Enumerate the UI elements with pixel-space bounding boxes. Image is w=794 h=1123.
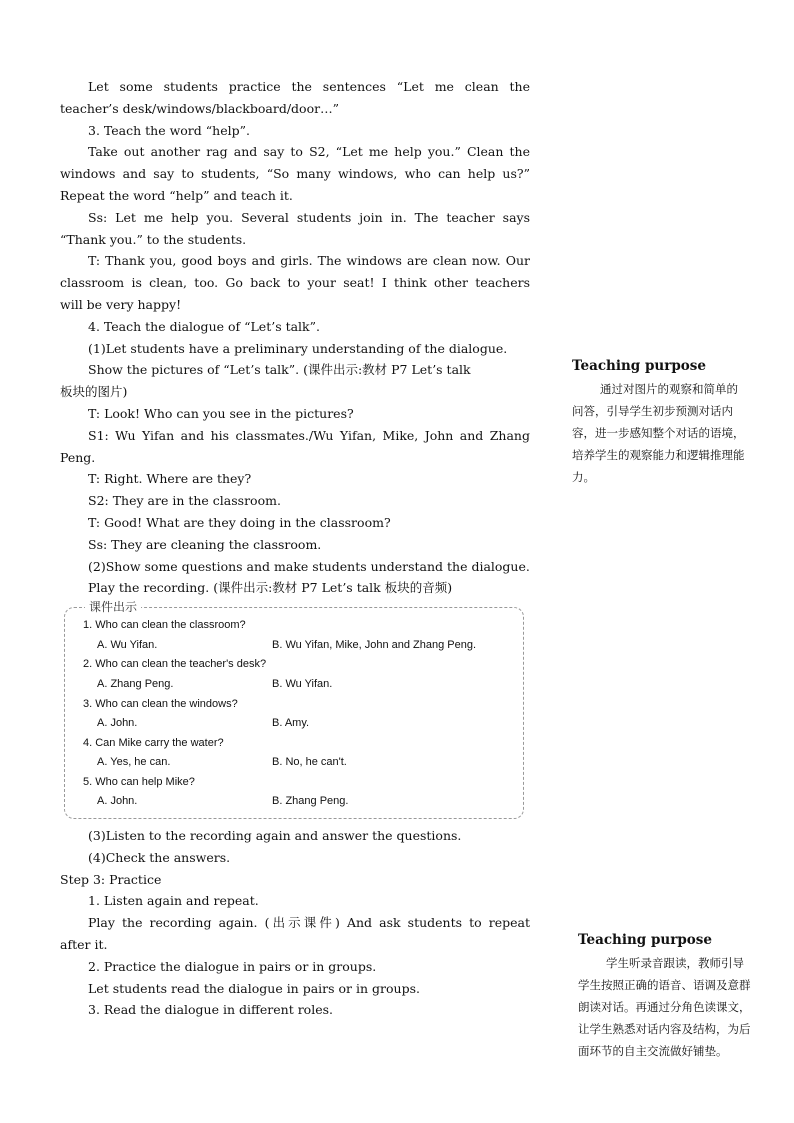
option-a: A. Zhang Peng. [97,677,174,690]
options [65,714,523,734]
note-title: Teaching purpose [578,932,712,948]
option-b: B. Zhang Peng. [272,795,349,808]
text-line: “Thank you.” to the students. [60,231,247,247]
question: 2. Who can clean the teacher's desk? [83,658,267,671]
text-line: 4. Teach the dialogue of “Let’s talk”. [88,318,320,334]
text-line: T: Right. Where are they? [88,471,252,487]
option-b: B. Wu Yifan, Mike, John and Zhang Peng. [272,638,477,651]
option-a: A. John. [97,717,138,730]
text-line: 3. Read the dialogue in different roles. [88,1002,333,1018]
options [65,636,523,656]
text-line: Take out another rag and say to S2, “Let me help you.” Clean the [88,144,530,160]
text-line: (3)Listen to the recording again and answer the questions. [88,828,462,844]
text-line: S2: They are in the classroom. [88,493,281,509]
text-line: Ss: They are cleaning the classroom. [88,536,322,552]
text-line: (1)Let students have a preliminary understanding of the dialogue. [88,340,508,356]
courseware-question-box [64,600,524,819]
text-line: Play the recording again. (出示课件) And ask students to repeat [88,915,530,931]
option-b: B. Amy. [272,717,310,730]
option-a: A. Wu Yifan. [97,638,158,651]
text-line: Let students read the dialogue in pairs or in groups. [88,980,420,996]
text-line: 2. Practice the dialogue in pairs or in groups. [88,958,377,974]
text-line: T: Thank you, good boys and girls. The windows are clean now. Our [88,253,530,269]
text-line: T: Look! Who can you see in the pictures? [88,405,354,421]
text-line: Ss: Let me help you. Several students join in. The teacher says [88,209,530,225]
question: 3. Who can clean the windows? [83,697,238,710]
option-b: B. No, he can't. [272,756,347,769]
note-body: 学生听录音跟读，教师引导学生按照正确的语音、语调及意群朗读对话。再通过分角色读课文，让学生熟悉对话内容及结构，为后面环节的自主交流做好铺垫。 [578,956,751,1058]
option-a: A. John. [97,795,138,808]
lesson-body [60,76,530,1021]
text-line: (2)Show some questions and make students understand the dialogue. [88,558,530,574]
options [65,792,523,812]
text-line: Let some students practice the sentences “Let me clean the [88,79,530,94]
note-title: Teaching purpose [572,358,706,374]
text-line: Play the recording. (课件出示:教材 P7 Let’s talk 板块的音频) [88,580,453,596]
option-b: B. Wu Yifan. [272,677,333,690]
text-line: windows and say to students, “So many windows, who can help us?” [60,166,530,182]
text-line: (4)Check the answers. [88,849,231,865]
note-body: 通过对图片的观察和简单的问答，引导学生初步预测对话内容，进一步感知整个对话的语境，培养学生的观察能力和逻辑推理能力。 [572,382,745,484]
options [65,753,523,773]
text-line: S1: Wu Yifan and his classmates./Wu Yifan, Mike, John and Zhang [88,427,530,443]
text-line: after it. [60,937,108,953]
teaching-purpose-note-1 [572,358,746,488]
text-line: Peng. [60,449,96,465]
text-line: 1. Listen again and repeat. [88,893,259,909]
text-line: Repeat the word “help” and teach it. [60,187,293,203]
text-line: classroom is clean, too. Go back to your seat! I think other teachers [60,275,530,291]
text-line: 3. Teach the word “help”. [88,122,250,138]
question: 5. Who can help Mike? [83,775,195,788]
question: 1. Who can clean the classroom? [83,619,246,632]
option-a: A. Yes, he can. [97,756,171,769]
question: 4. Can Mike carry the water? [83,736,224,749]
text-line: T: Good! What are they doing in the classroom? [88,514,391,530]
text-line: teacher’s desk/windows/blackboard/door…” [60,100,339,116]
teaching-purpose-note-2 [578,932,752,1062]
options [65,675,523,695]
text-line: 板块的图片) [60,384,128,400]
text-line: will be very happy! [60,296,182,312]
box-title: 课件出示 [85,598,141,618]
text-line: Show the pictures of “Let’s talk”. (课件出示:教材 P7 Let’s talk [88,362,471,378]
step-heading: Step 3: Practice [60,871,162,887]
